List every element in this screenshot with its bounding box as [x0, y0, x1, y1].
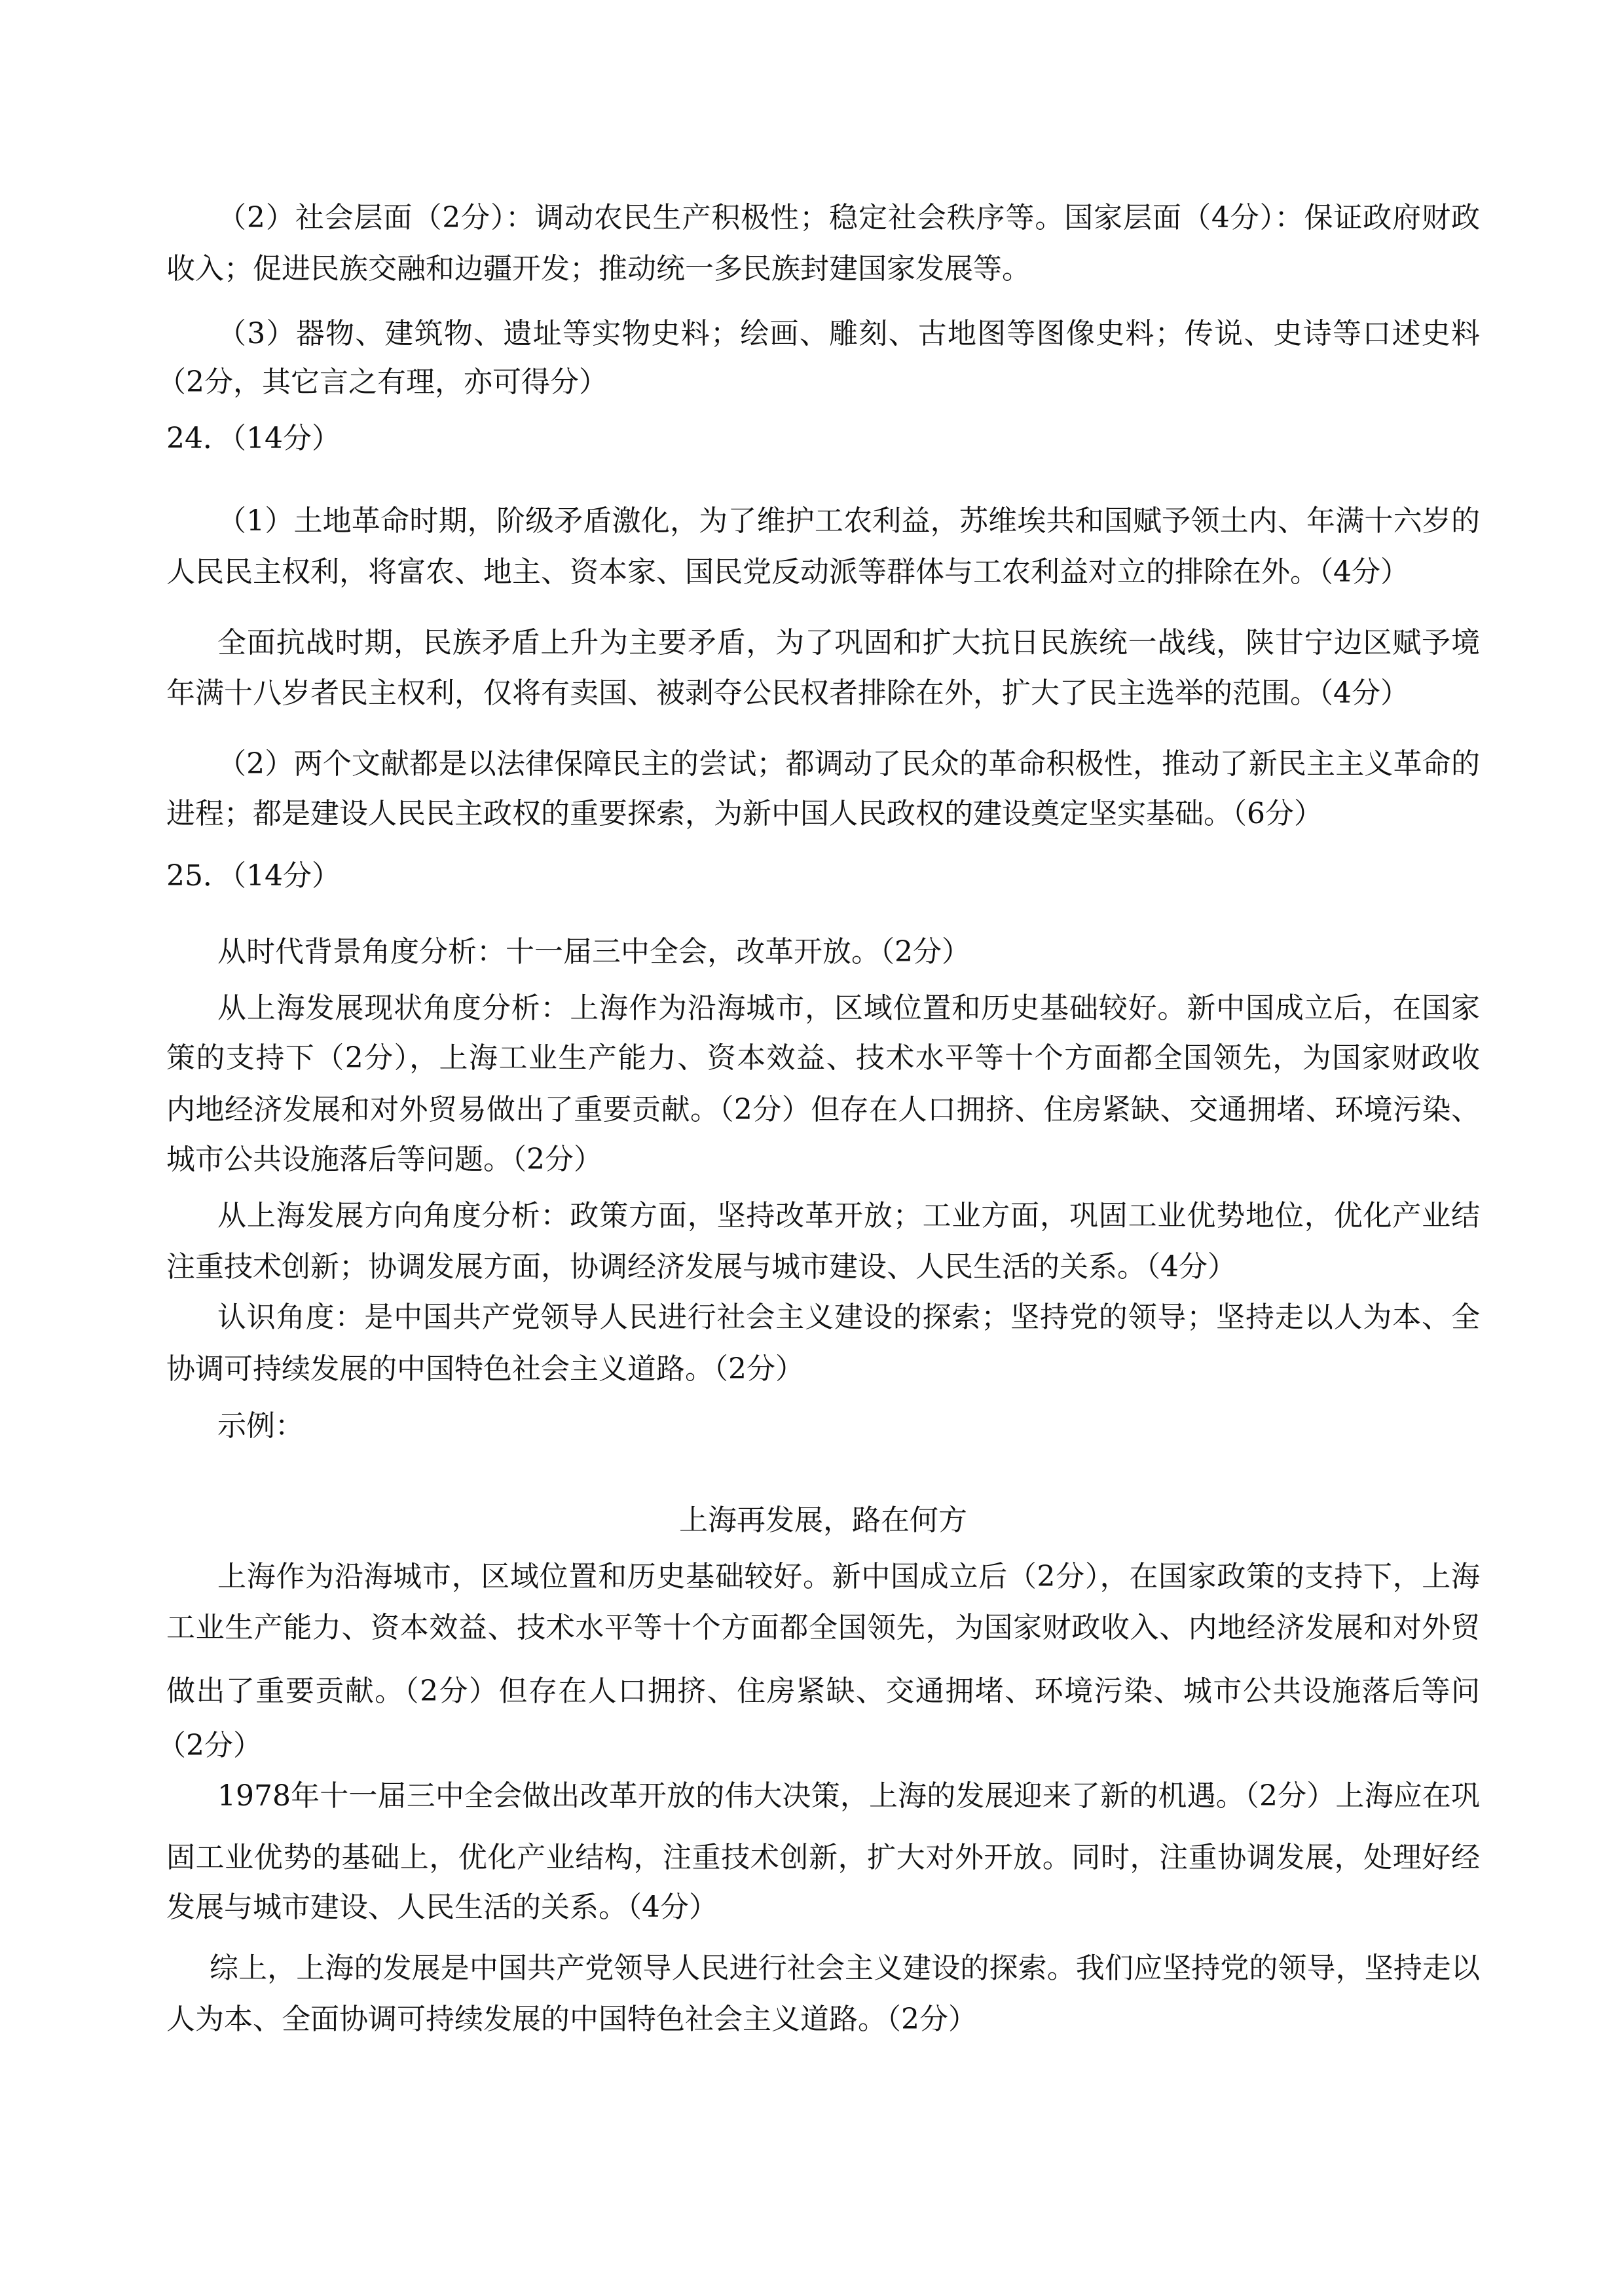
- q23-part2-line: 收入；促进民族交融和边疆开发；推动统一多民族封建国家发展等。: [166, 252, 1031, 286]
- q25-answer-line: 认识角度：是中国共产党领导人民进行社会主义建设的探索；坚持党的领导；坚持走以人为本、全: [217, 1301, 1480, 1334]
- q24-part1-line: 年满十八岁者民主权利，仅将有卖国、被剥夺公民权者排除在外，扩大了民主选举的范围。（4分）: [166, 676, 1409, 710]
- example-title: 上海再发展，路在何方: [679, 1504, 967, 1537]
- q25-answer-line: 内地经济发展和对外贸易做出了重要贡献。（2分）但存在人口拥挤、住房紧缺、交通拥堵、环境污染、: [166, 1093, 1480, 1126]
- q24-part1-line: （1）土地革命时期，阶级矛盾激化，为了维护工农利益，苏维埃共和国赋予领土内、年满十六岁的: [217, 504, 1480, 538]
- q24-part1-line: 全面抗战时期，民族矛盾上升为主要矛盾，为了巩固和扩大抗日民族统一战线，陕甘宁边区赋予境: [217, 626, 1480, 659]
- q25-answer-line: 从时代背景角度分析：十一届三中全会，改革开放。（2分）: [217, 935, 970, 969]
- q24-part2-line: 进程；都是建设人民民主政权的重要探索，为新中国人民政权的建设奠定坚实基础。（6分）: [166, 797, 1323, 830]
- example-line: 综上，上海的发展是中国共产党领导人民进行社会主义建设的探索。我们应坚持党的领导，坚持走以: [210, 1951, 1480, 1985]
- q25-answer-line: 城市公共设施落后等问题。（2分）: [166, 1143, 602, 1176]
- example-line: 做出了重要贡献。（2分）但存在人口拥挤、住房紧缺、交通拥堵、环境污染、城市公共设施落后等问: [166, 1674, 1480, 1708]
- q25-heading: 25．（14分）: [166, 859, 341, 893]
- q23-part2-line: （2）社会层面（2分）：调动农民生产积极性；稳定社会秩序等。国家层面（4分）：保证政府财政: [217, 201, 1480, 234]
- example-line: （2分）: [157, 1729, 262, 1762]
- q24-heading: 24．（14分）: [166, 422, 341, 455]
- q24-part1-line: 人民民主权利，将富农、地主、资本家、国民党反动派等群体与工农利益对立的排除在外。（4分）: [166, 555, 1409, 589]
- example-line: 1978年十一届三中全会做出改革开放的伟大决策，上海的发展迎来了新的机遇。（2分）上海应在巩: [217, 1779, 1480, 1813]
- q24-part2-line: （2）两个文献都是以法律保障民主的尝试；都调动了民众的革命积极性，推动了新民主主义革命的: [217, 747, 1480, 781]
- q25-answer-line: 从上海发展方向角度分析：政策方面，坚持改革开放；工业方面，巩固工业优势地位，优化产业结: [217, 1199, 1480, 1232]
- q25-answer-line: 协调可持续发展的中国特色社会主义道路。（2分）: [166, 1352, 804, 1386]
- example-line: 工业生产能力、资本效益、技术水平等十个方面都全国领先，为国家财政收入、内地经济发展和对外贸: [166, 1611, 1480, 1644]
- example-line: 人为本、全面协调可持续发展的中国特色社会主义道路。（2分）: [166, 2003, 977, 2036]
- example-line: 上海作为沿海城市，区域位置和历史基础较好。新中国成立后（2分），在国家政策的支持下，上海: [217, 1560, 1480, 1593]
- example-line: 发展与城市建设、人民生活的关系。（4分）: [166, 1891, 718, 1924]
- example-line: 固工业优势的基础上，优化产业结构，注重技术创新，扩大对外开放。同时，注重协调发展，处理好经: [166, 1841, 1480, 1874]
- example-label: 示例：: [217, 1409, 304, 1443]
- q25-answer-line: 策的支持下（2分），上海工业生产能力、资本效益、技术水平等十个方面都全国领先，为国家财政收: [166, 1041, 1480, 1075]
- q25-answer-line: 注重技术创新；协调发展方面，协调经济发展与城市建设、人民生活的关系。（4分）: [166, 1250, 1236, 1284]
- q25-answer-line: 从上海发展现状角度分析：上海作为沿海城市，区域位置和历史基础较好。新中国成立后，在国家: [217, 991, 1480, 1025]
- q23-part3-line: （2分，其它言之有理，亦可得分）: [157, 365, 608, 399]
- q23-part3-line: （3）器物、建筑物、遗址等实物史料；绘画、雕刻、古地图等图像史料；传说、史诗等口述史料: [217, 317, 1480, 350]
